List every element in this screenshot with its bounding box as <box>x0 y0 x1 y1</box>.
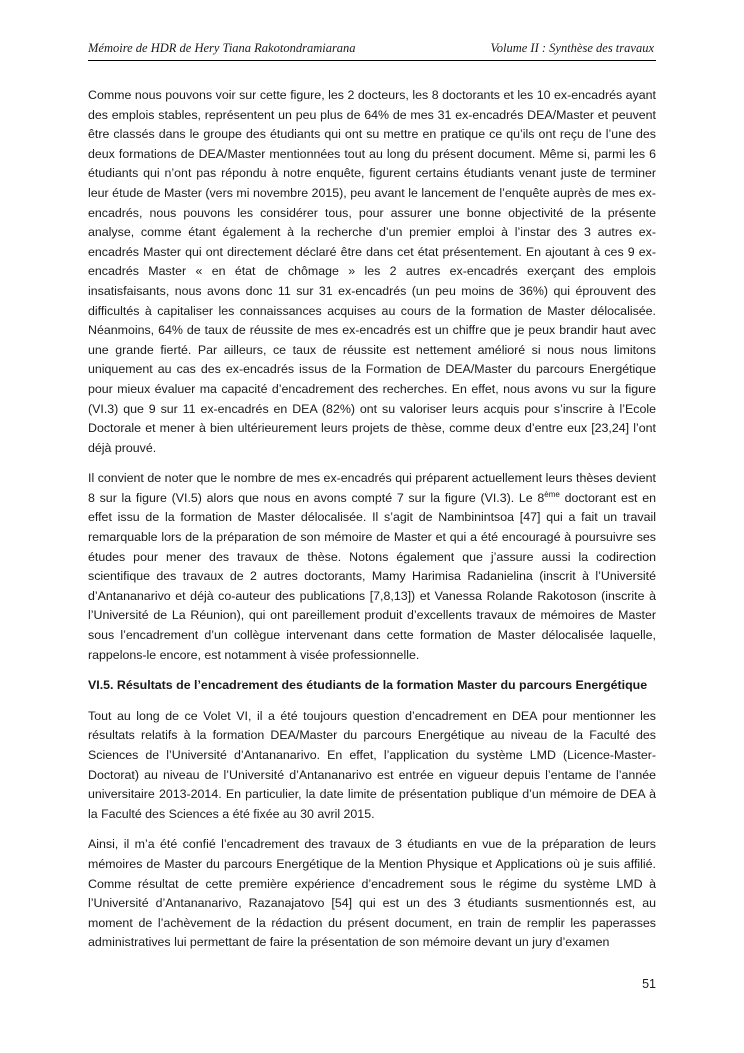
paragraph-2-part-1: Il convient de noter que le nombre de mes ex-encadrés qui préparent actuellement leurs thèses devient 8 sur la figure (VI.5) alors que nous en avons compté 7 sur la figure (VI.3). Le 8 <box>88 471 656 505</box>
section-heading: VI.5. Résultats de l’encadrement des étudiants de la formation Master du parcours Energétique <box>88 678 648 693</box>
page-header <box>88 38 656 61</box>
header-volume: Volume II : Synthèse des travaux <box>490 41 654 55</box>
paragraph-2 <box>88 469 656 665</box>
header-author: Mémoire de HDR de Hery Tiana Rakotondramiarana <box>88 41 356 55</box>
paragraph-4: Ainsi, il m’a été confié l’encadrement des travaux de 3 étudiants en vue de la préparation de leurs mémoires de Master du parcours Energétique de la Mention Physique et Applications où je suis affilié. Comme résultat de cette première expérience d’encadrement sous le régime du système LMD à l’Université d’Antananarivo, Razanajatovo [54] qui est un des 3 étudiants susmentionnés est, au moment de l’achèvement de la rédaction du présent document, en train de remplir les paperasses administratives lui permettant de faire la présentation de son mémoire devant un jury d’examen <box>88 837 656 950</box>
paragraph-2-part-2: doctorant est en effet issu de la formation de Master délocalisée. Il s’agit de Nambinintsoa [47] qui a fait un travail remarquable lors de la préparation de son mémoire de Master et qui a été encouragé à poursuivre ses études pour mener des travaux de thèse. Notons également que j’assure aussi la codirection scientifique des travaux de 2 autres doctorants, Mamy Harimisa Radanielina (inscrit à l’Université d’Antananarivo et déjà co-auteur des publications [7,8,13]) et Vanessa Rolande Rakotoson (inscrite à l’Université de La Réunion), qui ont pareillement produit d’excellents travaux de mémoires de Master sous l’encadrement d’un collègue intervenant dans cette formation de Master délocalisée laquelle, rappelons-le encore, est notamment à visée professionnelle. <box>88 490 656 662</box>
superscript-eme: ème <box>544 489 560 499</box>
page-number: 51 <box>642 977 656 991</box>
paragraph-1: Comme nous pouvons voir sur cette figure, les 2 docteurs, les 8 doctorants et les 10 ex-encadrés ayant des emplois stables, représentent un peu plus de 64% de mes 31 ex-encadrés DEA/Master et peuvent être classés dans le groupe des étudiants qui ont su mettre en pratique ce qu’ils ont reçu de l’une des deux formations de DEA/Master mentionnées tout au long du présent document. Même si, parmi les 6 étudiants qui n’ont pas répondu à notre enquête, figurent certains étudiants venant juste de terminer leur étude de Master (vers mi novembre 2015), peu avant le lancement de l’enquête auprès de mes ex-encadrés, nous pouvons les considérer tous, pour assurer une bonne objectivité de la présente analyse, comme étant également à la recherche d’un premier emploi à l’instar des 3 autres ex-encadrés Master qui ont directement déclaré être dans cet état présentement. En ajoutant à ces 9 ex-encadrés Master « en état de chômage » les 2 autres ex-encadrés exerçant des emplois insatisfaisants, nous avons donc 11 sur 31 ex-encadrés (un peu moins de 36%) qui éprouvent des difficultés à capitaliser les connaissances acquises au cours de la formation de Master délocalisée. Néanmoins, 64% de taux de réussite de mes ex-encadrés est un chiffre que je peux brandir haut avec une grande fierté. Par ailleurs, ce taux de réussite est nettement amélioré si nous nous limitons uniquement au cas des ex-encadrés issus de la Formation de DEA/Master du parcours Energétique pour mieux évaluer ma capacité d’encadrement des recherches. En effet, nous avons vu sur la figure (VI.3) que 9 sur 11 ex-encadrés en DEA (82%) ont su valoriser leurs acquis pour s’inscrire à l’Ecole Doctorale et mener à bien ultérieurement leurs projets de thèse, comme deux d’entre eux [23,24] l’ont déjà prouvé. <box>88 88 656 455</box>
paragraph-3: Tout au long de ce Volet VI, il a été toujours question d’encadrement en DEA pour mentionner les résultats relatifs à la formation DEA/Master du parcours Energétique au niveau de la Faculté des Sciences de l’Université d’Antananarivo. En effet, l’application du système LMD (Licence-Master-Doctorat) au niveau de l’Université d’Antananarivo est entrée en vigueur depuis l’entame de l’année universitaire 2013-2014. En particulier, la date limite de présentation publique d’un mémoire de DEA à la Faculté des Sciences a été fixée au 30 avril 2015. <box>88 708 656 821</box>
page-body <box>88 86 656 964</box>
